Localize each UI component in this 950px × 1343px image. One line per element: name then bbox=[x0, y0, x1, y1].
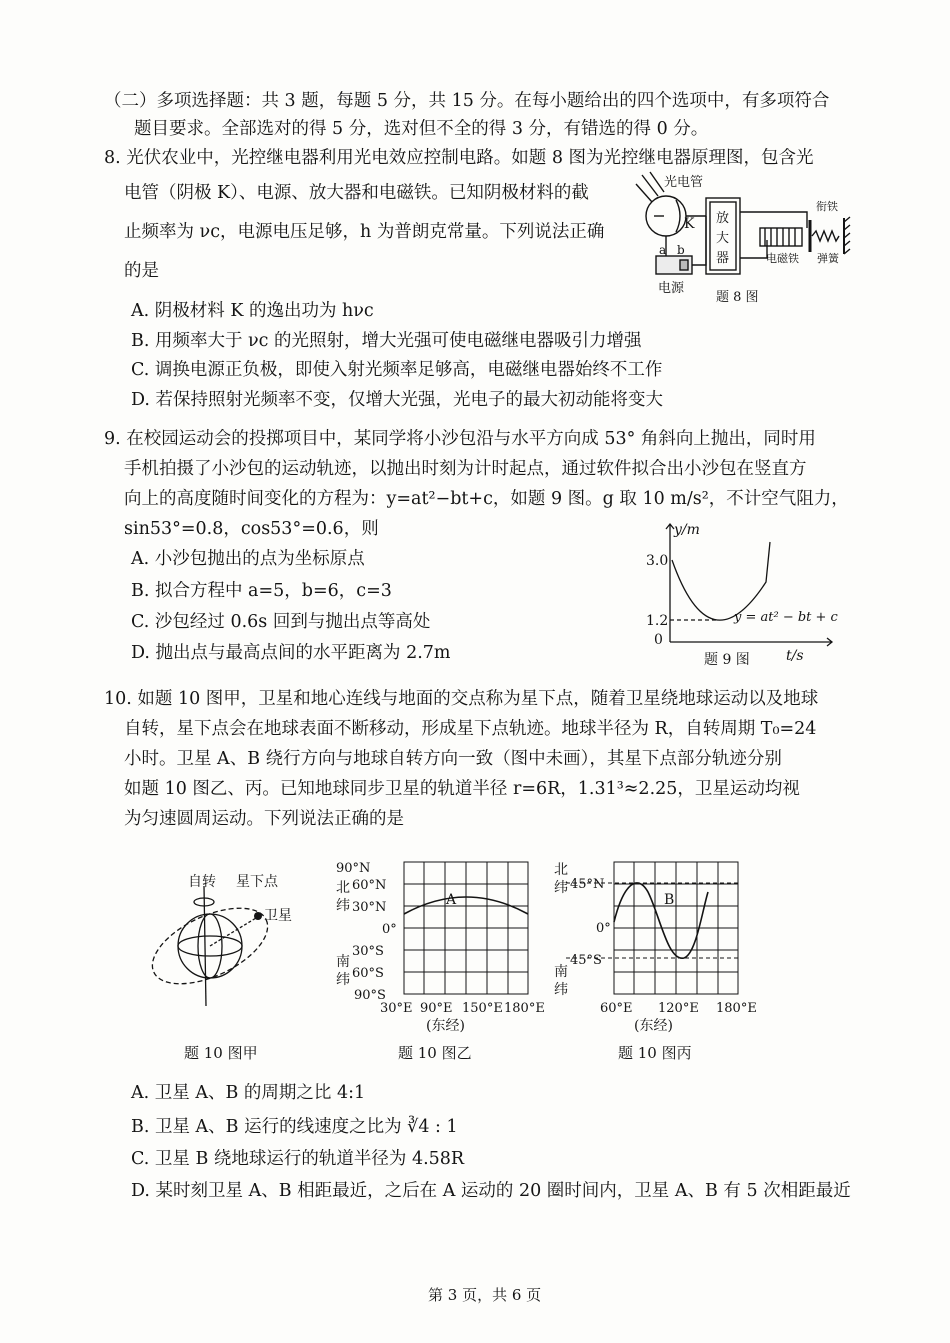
q10-fig-jia-earth-satellite bbox=[140, 860, 300, 1010]
q8-option-d: D. 若保持照射光频率不变，仅增大光强，光电子的最大初动能将变大 bbox=[131, 390, 664, 410]
q8-stem-line3: 止频率为 νc，电源电压足够，h 为普朗克常量。下列说法正确 bbox=[124, 222, 605, 242]
north-lat-label: 北 bbox=[554, 862, 568, 878]
q8-stem-line4: 的是 bbox=[124, 261, 159, 281]
subpoint-label: 星下点 bbox=[236, 874, 278, 890]
lat-label: 60°S bbox=[352, 966, 384, 981]
y-tick-1-2: 1.2 bbox=[646, 613, 669, 629]
q10-option-d: D. 某时刻卫星 A、B 相距最近，之后在 A 运动的 20 圈时间内，卫星 A、B 有 5 次相距最近 bbox=[131, 1181, 851, 1201]
lon-label: 90°E bbox=[420, 1001, 453, 1016]
terminal-a-label: a bbox=[659, 243, 667, 257]
south-lat-label: 纬 bbox=[554, 982, 568, 998]
lon-label: 120°E bbox=[658, 1001, 699, 1016]
q8-relay-diagram bbox=[632, 170, 862, 310]
north-lat-label: 纬 bbox=[554, 880, 568, 896]
q8-stem-line1: 8. 光伏农业中，光控继电器利用光电效应控制电路。如题 8 图为光控继电器原理图，包含光 bbox=[104, 148, 814, 168]
q9-stem-line4: sin53°=0.8，cos53°=0.6，则 bbox=[124, 519, 379, 539]
q9-option-d: D. 抛出点与最高点间的水平距离为 2.7m bbox=[131, 643, 451, 663]
trajectory-curve bbox=[672, 542, 770, 620]
north-lat-label: 北 bbox=[336, 880, 350, 896]
satellite-label: 卫星 bbox=[264, 908, 292, 924]
q9-stem-line2: 手机拍摄了小沙包的运动轨迹，以抛出时刻为计时起点，通过软件拟合出小沙包在竖直方 bbox=[124, 459, 807, 479]
q8-option-c: C. 调换电源正负极，即使入射光频率足够高，电磁继电器始终不工作 bbox=[131, 360, 663, 380]
q9-option-a: A. 小沙包抛出的点为坐标原点 bbox=[131, 549, 365, 569]
lat-label: 45°N bbox=[570, 877, 605, 892]
lat-label: 30°S bbox=[352, 944, 384, 959]
section-instructions-line2: 题目要求。全部选对的得 5 分，选对但不全的得 3 分，有错选的得 0 分。 bbox=[134, 119, 709, 139]
lat-label: 0° bbox=[596, 921, 611, 936]
q10-stem-line3: 小时。卫星 A、B 绕行方向与地球自转方向一致（图中未画），其星下点部分轨迹分别 bbox=[124, 749, 782, 769]
fig-10-yi-caption: 题 10 图乙 bbox=[398, 1044, 472, 1062]
lat-label: 45°S bbox=[570, 953, 602, 968]
south-lat-label: 南 bbox=[554, 964, 568, 980]
lat-label: 60°N bbox=[352, 878, 387, 893]
q10-option-a: A. 卫星 A、B 的周期之比 4:1 bbox=[131, 1083, 366, 1103]
q8-stem-line2: 电管（阴极 K）、电源、放大器和电磁铁。已知阴极材料的截 bbox=[124, 183, 589, 203]
terminal-b-label: b bbox=[677, 243, 685, 257]
q10-stem-line4: 如题 10 图乙、丙。已知地球同步卫星的轨道半径 r=6R，1.31³≈2.25，卫星运动均视 bbox=[124, 779, 800, 799]
y-axis-label: y/m bbox=[674, 522, 700, 538]
south-lat-label: 纬 bbox=[336, 972, 350, 988]
power-source-label: 电源 bbox=[658, 281, 685, 296]
satellite-dot bbox=[254, 912, 262, 920]
north-lat-label: 纬 bbox=[336, 898, 350, 914]
amplifier-label-1: 放 bbox=[716, 211, 730, 226]
track-B-curve bbox=[614, 883, 708, 958]
amplifier-label-3: 器 bbox=[716, 251, 730, 266]
q10-fig-bing-ground-track-B bbox=[552, 852, 757, 1042]
q9-stem-line1: 9. 在校园运动会的投掷项目中，某同学将小沙包沿与水平方向成 53° 角斜向上抛出，同时用 bbox=[104, 429, 816, 449]
y-tick-3: 3.0 bbox=[646, 553, 669, 569]
fit-equation-label: y = at² − bt + c bbox=[734, 610, 838, 625]
fig-10-bing-caption: 题 10 图丙 bbox=[618, 1044, 692, 1062]
figure-8-caption: 题 8 图 bbox=[716, 290, 759, 305]
track-A-label: A bbox=[446, 892, 457, 908]
armature-label: 衔铁 bbox=[816, 200, 838, 213]
lon-label: 150°E bbox=[462, 1001, 503, 1016]
cathode-k-label: K bbox=[684, 216, 695, 232]
lon-label: 60°E bbox=[600, 1001, 633, 1016]
lat-label: 0° bbox=[382, 922, 397, 937]
q10-option-c: C. 卫星 B 绕地球运行的轨道半径为 4.58R bbox=[131, 1149, 465, 1169]
q10-stem-line2: 自转，星下点会在地球表面不断移动，形成星下点轨迹。地球半径为 R，自转周期 T₀=24 bbox=[124, 719, 817, 739]
track-B-label: B bbox=[664, 892, 675, 908]
section-instructions-line1: （二）多项选择题：共 3 题，每题 5 分，共 15 分。在每小题给出的四个选项中，有多项符合 bbox=[104, 91, 830, 111]
q10-stem-line1: 10. 如题 10 图甲，卫星和地心连线与地面的交点称为星下点，随着卫星绕地球运动以及地球 bbox=[104, 689, 819, 709]
lat-label: 90°S bbox=[354, 988, 386, 1003]
q8-option-a: A. 阴极材料 K 的逸出功为 hνc bbox=[131, 301, 374, 321]
q10-stem-line5: 为匀速圆周运动。下列说法正确的是 bbox=[124, 809, 404, 829]
origin-label: 0 bbox=[654, 632, 663, 648]
rotation-label: 自转 bbox=[188, 874, 216, 890]
lon-axis-label: (东经) bbox=[634, 1018, 673, 1034]
lon-label: 180°E bbox=[504, 1001, 545, 1016]
phototube-cathode bbox=[676, 200, 680, 232]
fig-10-jia-caption: 题 10 图甲 bbox=[184, 1044, 258, 1062]
electromagnet-label: 电磁铁 bbox=[766, 252, 799, 265]
phototube-label: 光电管 bbox=[664, 175, 704, 190]
south-lat-label: 南 bbox=[336, 954, 350, 970]
lat-label: 30°N bbox=[352, 900, 387, 915]
q9-stem-line3: 向上的高度随时间变化的方程为：y=at²−bt+c，如题 9 图。g 取 10 m/s²，不计空气阻力， bbox=[124, 489, 849, 509]
t-axis-label: t/s bbox=[786, 648, 804, 664]
q9-height-time-graph bbox=[640, 518, 840, 670]
lon-label: 180°E bbox=[716, 1001, 757, 1016]
q10-option-b: B. 卫星 A、B 运行的线速度之比为 ∛4 : 1 bbox=[131, 1117, 458, 1137]
lon-axis-label: (东经) bbox=[426, 1018, 465, 1034]
q9-option-b: B. 拟合方程中 a=5，b=6，c=3 bbox=[131, 581, 392, 601]
figure-9-caption: 题 9 图 bbox=[704, 652, 750, 668]
q10-fig-yi-ground-track-A bbox=[334, 852, 550, 1042]
page-footer: 第 3 页，共 6 页 bbox=[428, 1286, 542, 1304]
q9-option-c: C. 沙包经过 0.6s 回到与抛出点等高处 bbox=[131, 612, 431, 632]
amplifier-label-2: 大 bbox=[716, 231, 730, 246]
q8-option-b: B. 用频率大于 νc 的光照射，增大光强可使电磁继电器吸引力增强 bbox=[131, 331, 642, 351]
spring-zigzag bbox=[812, 231, 839, 241]
spring-label: 弹簧 bbox=[817, 252, 839, 265]
lat-label: 90°N bbox=[336, 861, 371, 876]
electromagnet-coil bbox=[760, 228, 802, 246]
rotation-axis bbox=[204, 886, 206, 1006]
light-ray-arrow bbox=[636, 184, 652, 202]
lon-label: 30°E bbox=[380, 1001, 413, 1016]
